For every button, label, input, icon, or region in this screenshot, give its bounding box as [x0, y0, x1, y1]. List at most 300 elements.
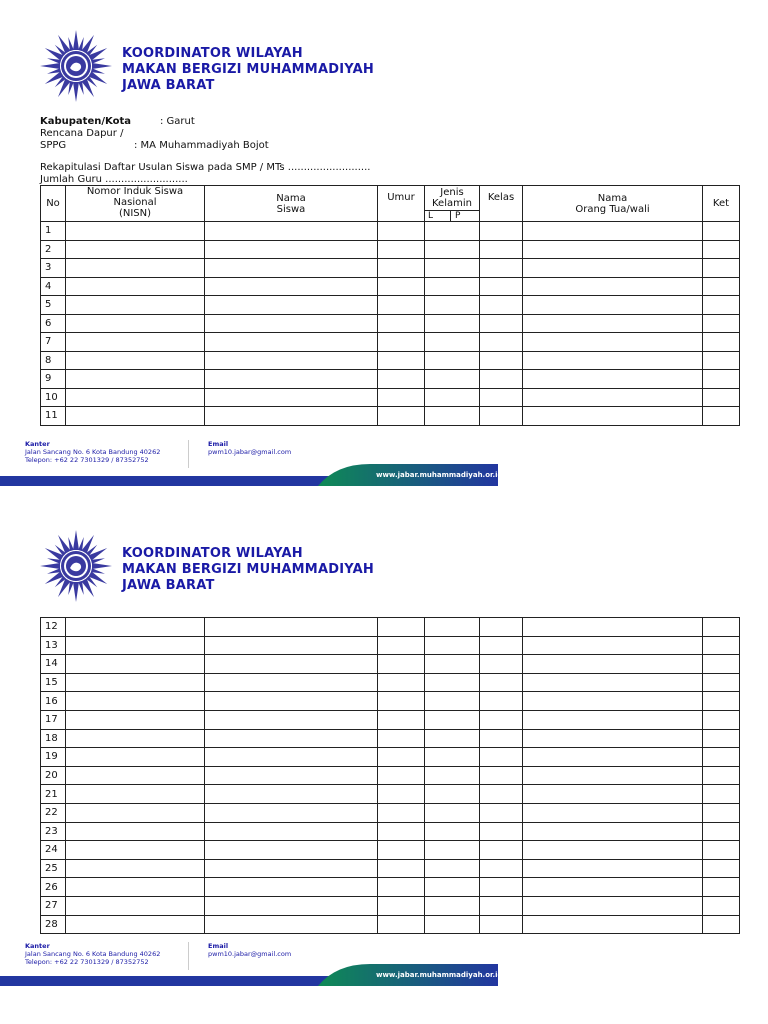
cell-no: 19: [41, 748, 66, 767]
header-nisn-line-3: (NISN): [118, 208, 152, 219]
cell-ket[interactable]: [703, 655, 740, 674]
cell-jenis-kelamin[interactable]: [425, 803, 480, 822]
cell-ket[interactable]: [703, 259, 740, 278]
footer-email[interactable]: pwm10.jabar@gmail.com: [208, 448, 292, 456]
cell-kelas[interactable]: [480, 388, 523, 407]
cell-nisn[interactable]: [66, 729, 205, 748]
table-row: [41, 388, 740, 407]
cell-ket[interactable]: [703, 878, 740, 897]
cell-ket[interactable]: [703, 618, 740, 637]
cell-jenis-kelamin[interactable]: [425, 296, 480, 315]
table-row: [41, 240, 740, 259]
cell-no: 14: [41, 655, 66, 674]
cell-nama-ortu[interactable]: [523, 859, 703, 878]
header-ortu-line-2: Orang Tua/wali: [575, 203, 650, 215]
cell-kelas[interactable]: [480, 766, 523, 785]
cell-nama-ortu[interactable]: [523, 655, 703, 674]
cell-jenis-kelamin[interactable]: [425, 314, 480, 333]
cell-no: 25: [41, 859, 66, 878]
table-row: [41, 859, 740, 878]
cell-kelas[interactable]: [480, 277, 523, 296]
footer-email-label: Email: [208, 440, 229, 448]
cell-jenis-kelamin[interactable]: [425, 636, 480, 655]
cell-nama-siswa[interactable]: [205, 333, 378, 352]
cell-nama-siswa[interactable]: [205, 710, 378, 729]
cell-nisn[interactable]: [66, 407, 205, 426]
cell-jenis-kelamin[interactable]: [425, 388, 480, 407]
header-nama-siswa: [205, 186, 378, 222]
cell-kelas[interactable]: [480, 915, 523, 934]
cell-nama-ortu[interactable]: [523, 314, 703, 333]
cell-no: 23: [41, 822, 66, 841]
cell-umur[interactable]: [378, 240, 425, 259]
cell-no: 18: [41, 729, 66, 748]
cell-nama-ortu[interactable]: [523, 636, 703, 655]
cell-umur[interactable]: [378, 859, 425, 878]
kabupaten-label: Kabupaten/Kota: [40, 116, 131, 127]
cell-no: 2: [41, 240, 66, 259]
cell-kelas[interactable]: [480, 296, 523, 315]
cell-ket[interactable]: [703, 673, 740, 692]
header-ortu-line-1: Nama: [597, 192, 628, 204]
table-row: [41, 896, 740, 915]
cell-ket[interactable]: [703, 370, 740, 389]
cell-nama-siswa[interactable]: [205, 748, 378, 767]
cell-ket[interactable]: [703, 388, 740, 407]
cell-kelas[interactable]: [480, 859, 523, 878]
cell-nama-ortu[interactable]: [523, 370, 703, 389]
cell-nisn[interactable]: [66, 240, 205, 259]
cell-jenis-kelamin[interactable]: [425, 729, 480, 748]
cell-umur[interactable]: [378, 618, 425, 637]
cell-umur[interactable]: [378, 915, 425, 934]
cell-no: 1: [41, 222, 66, 241]
cell-ket[interactable]: [703, 314, 740, 333]
cell-ket[interactable]: [703, 333, 740, 352]
cell-no: 16: [41, 692, 66, 711]
cell-kelas[interactable]: [480, 655, 523, 674]
cell-ket[interactable]: [703, 407, 740, 426]
cell-jenis-kelamin[interactable]: [425, 766, 480, 785]
cell-nisn[interactable]: [66, 277, 205, 296]
cell-nisn[interactable]: [66, 655, 205, 674]
footer-email-block: [208, 440, 291, 456]
cell-ket[interactable]: [703, 841, 740, 860]
cell-ket[interactable]: [703, 240, 740, 259]
table-row: [41, 407, 740, 426]
cell-jenis-kelamin[interactable]: [425, 240, 480, 259]
table-row: [41, 259, 740, 278]
table-row: [41, 878, 740, 897]
cell-kelas[interactable]: [480, 314, 523, 333]
cell-kelas[interactable]: [480, 785, 523, 804]
cell-jenis-kelamin[interactable]: [425, 370, 480, 389]
cell-no: 11: [41, 407, 66, 426]
cell-umur[interactable]: [378, 314, 425, 333]
cell-umur[interactable]: [378, 673, 425, 692]
cell-nisn[interactable]: [66, 896, 205, 915]
cell-umur[interactable]: [378, 388, 425, 407]
cell-jenis-kelamin[interactable]: [425, 915, 480, 934]
cell-no: 28: [41, 915, 66, 934]
cell-nisn[interactable]: [66, 766, 205, 785]
cell-no: 8: [41, 351, 66, 370]
cell-nisn[interactable]: [66, 636, 205, 655]
student-table-page-1: [40, 185, 740, 426]
table-row: [41, 351, 740, 370]
cell-nama-ortu[interactable]: [523, 240, 703, 259]
cell-kelas[interactable]: [480, 351, 523, 370]
cell-ket[interactable]: [703, 351, 740, 370]
table-row: [41, 915, 740, 934]
table-row: [41, 277, 740, 296]
cell-no: 7: [41, 333, 66, 352]
cell-jenis-kelamin[interactable]: [425, 618, 480, 637]
cell-kelas[interactable]: [480, 259, 523, 278]
table-header-row: [41, 186, 740, 222]
cell-kelas[interactable]: [480, 710, 523, 729]
footer-kantor-label: Kanter: [25, 942, 50, 950]
cell-nisn[interactable]: [66, 673, 205, 692]
cell-nama-ortu[interactable]: [523, 785, 703, 804]
header-jk-line-2: Kelamin: [432, 198, 472, 209]
cell-no: 9: [41, 370, 66, 389]
header-no: No: [41, 186, 66, 222]
cell-no: 10: [41, 388, 66, 407]
page-2: [0, 500, 768, 1024]
cell-ket[interactable]: [703, 766, 740, 785]
cell-nisn[interactable]: [66, 259, 205, 278]
cell-kelas[interactable]: [480, 896, 523, 915]
muhammadiyah-sun-logo-icon: [38, 528, 114, 604]
table-row: [41, 692, 740, 711]
kabupaten-value: : Garut: [160, 116, 195, 127]
footer-email[interactable]: pwm10.jabar@gmail.com: [208, 950, 292, 958]
table-row: [41, 314, 740, 333]
footer-address-line: Jalan Sancang No. 6 Kota Bandung 40262: [25, 950, 161, 958]
cell-nama-ortu[interactable]: [523, 618, 703, 637]
cell-nama-siswa[interactable]: [205, 222, 378, 241]
table-row: [41, 222, 740, 241]
footer-kantor-label: Kanter: [25, 440, 50, 448]
guru-line: Jumlah Guru ..........................: [40, 174, 188, 185]
cell-nama-ortu[interactable]: [523, 841, 703, 860]
cell-nama-siswa[interactable]: [205, 915, 378, 934]
cell-jenis-kelamin[interactable]: [425, 822, 480, 841]
cell-nama-siswa[interactable]: [205, 370, 378, 389]
cell-jenis-kelamin[interactable]: [425, 673, 480, 692]
org-line-3: JAWA BARAT: [122, 578, 215, 593]
cell-nama-siswa[interactable]: [205, 314, 378, 333]
cell-nama-siswa[interactable]: [205, 259, 378, 278]
cell-nama-ortu[interactable]: [523, 277, 703, 296]
cell-jenis-kelamin[interactable]: [425, 407, 480, 426]
cell-kelas[interactable]: [480, 729, 523, 748]
cell-nama-siswa[interactable]: [205, 878, 378, 897]
cell-nama-ortu[interactable]: [523, 748, 703, 767]
cell-no: 13: [41, 636, 66, 655]
cell-nama-siswa[interactable]: [205, 618, 378, 637]
cell-nama-siswa[interactable]: [205, 841, 378, 860]
cell-kelas[interactable]: [480, 748, 523, 767]
cell-nisn[interactable]: [66, 841, 205, 860]
cell-jenis-kelamin[interactable]: [425, 748, 480, 767]
cell-nisn[interactable]: [66, 618, 205, 637]
cell-jenis-kelamin[interactable]: [425, 351, 480, 370]
table-row: [41, 766, 740, 785]
cell-no: 15: [41, 673, 66, 692]
table-row: [41, 822, 740, 841]
cell-nisn[interactable]: [66, 333, 205, 352]
cell-nisn[interactable]: [66, 803, 205, 822]
footer-address-line: Jalan Sancang No. 6 Kota Bandung 40262: [25, 448, 161, 456]
cell-kelas[interactable]: [480, 618, 523, 637]
cell-nama-ortu[interactable]: [523, 407, 703, 426]
cell-nisn[interactable]: [66, 859, 205, 878]
cell-jenis-kelamin[interactable]: [425, 259, 480, 278]
cell-nama-ortu[interactable]: [523, 896, 703, 915]
cell-jenis-kelamin[interactable]: [425, 692, 480, 711]
cell-no: 27: [41, 896, 66, 915]
header-ket: Ket: [703, 186, 740, 222]
cell-nama-ortu[interactable]: [523, 692, 703, 711]
cell-umur[interactable]: [378, 803, 425, 822]
cell-nisn[interactable]: [66, 785, 205, 804]
org-title: [122, 46, 374, 94]
cell-kelas[interactable]: [480, 222, 523, 241]
cell-nisn[interactable]: [66, 748, 205, 767]
cell-nama-ortu[interactable]: [523, 333, 703, 352]
table-row: [41, 785, 740, 804]
cell-kelas[interactable]: [480, 407, 523, 426]
cell-nisn[interactable]: [66, 878, 205, 897]
table-row: [41, 636, 740, 655]
cell-jenis-kelamin[interactable]: [425, 841, 480, 860]
cell-nama-siswa[interactable]: [205, 785, 378, 804]
header-nama-line-1: Nama: [276, 192, 306, 204]
cell-nisn[interactable]: [66, 351, 205, 370]
header-nisn: [66, 186, 205, 222]
cell-kelas[interactable]: [480, 841, 523, 860]
cell-nama-siswa[interactable]: [205, 729, 378, 748]
cell-nama-siswa[interactable]: [205, 803, 378, 822]
cell-umur[interactable]: [378, 296, 425, 315]
cell-umur[interactable]: [378, 370, 425, 389]
table-row: [41, 333, 740, 352]
cell-nisn[interactable]: [66, 388, 205, 407]
cell-umur[interactable]: [378, 766, 425, 785]
cell-nama-ortu[interactable]: [523, 388, 703, 407]
cell-nama-siswa[interactable]: [205, 859, 378, 878]
cell-umur[interactable]: [378, 407, 425, 426]
cell-nama-siswa[interactable]: [205, 692, 378, 711]
footer-website[interactable]: www.jabar.muhammadiyah.or.id: [376, 971, 503, 979]
org-title: [122, 546, 374, 594]
cell-kelas[interactable]: [480, 673, 523, 692]
cell-nisn[interactable]: [66, 692, 205, 711]
cell-jenis-kelamin[interactable]: [425, 222, 480, 241]
cell-nama-siswa[interactable]: [205, 655, 378, 674]
cell-ket[interactable]: [703, 915, 740, 934]
cell-kelas[interactable]: [480, 692, 523, 711]
cell-kelas[interactable]: [480, 636, 523, 655]
table-row: [41, 673, 740, 692]
table-row: [41, 370, 740, 389]
header-jk-line-1: Jenis: [440, 187, 464, 198]
cell-nama-ortu[interactable]: [523, 351, 703, 370]
cell-kelas[interactable]: [480, 240, 523, 259]
cell-umur[interactable]: [378, 822, 425, 841]
cell-ket[interactable]: [703, 710, 740, 729]
cell-no: 17: [41, 710, 66, 729]
table-row: [41, 710, 740, 729]
cell-nisn[interactable]: [66, 822, 205, 841]
cell-no: 6: [41, 314, 66, 333]
cell-jenis-kelamin[interactable]: [425, 878, 480, 897]
cell-nama-siswa[interactable]: [205, 277, 378, 296]
cell-ket[interactable]: [703, 636, 740, 655]
cell-nisn[interactable]: [66, 915, 205, 934]
muhammadiyah-sun-logo-icon: [38, 28, 114, 104]
footer-email-block: [208, 942, 291, 958]
cell-umur[interactable]: [378, 729, 425, 748]
cell-nama-ortu[interactable]: [523, 915, 703, 934]
cell-nama-siswa[interactable]: [205, 822, 378, 841]
cell-jenis-kelamin[interactable]: [425, 710, 480, 729]
cell-nama-siswa[interactable]: [205, 636, 378, 655]
table-row: [41, 618, 740, 637]
cell-ket[interactable]: [703, 803, 740, 822]
cell-nisn[interactable]: [66, 222, 205, 241]
cell-umur[interactable]: [378, 277, 425, 296]
cell-nama-siswa[interactable]: [205, 766, 378, 785]
cell-nama-ortu[interactable]: [523, 822, 703, 841]
cell-no: 12: [41, 618, 66, 637]
cell-nama-ortu[interactable]: [523, 296, 703, 315]
cell-umur[interactable]: [378, 710, 425, 729]
header-kelas: Kelas: [480, 186, 523, 222]
dapur-value: : MA Muhammadiyah Bojot: [134, 140, 269, 151]
footer-phone: Telepon: +62 22 7301329 / 87352752: [25, 958, 149, 966]
org-line-3: JAWA BARAT: [122, 78, 215, 93]
cell-ket[interactable]: [703, 296, 740, 315]
cell-ket[interactable]: [703, 785, 740, 804]
header-nama-ortu: [523, 186, 703, 222]
cell-umur[interactable]: [378, 655, 425, 674]
cell-nama-ortu[interactable]: [523, 259, 703, 278]
cell-no: 21: [41, 785, 66, 804]
header-nisn-line-2: Nasional: [113, 197, 157, 208]
cell-kelas[interactable]: [480, 878, 523, 897]
cell-ket[interactable]: [703, 222, 740, 241]
cell-nama-ortu[interactable]: [523, 222, 703, 241]
cell-kelas[interactable]: [480, 803, 523, 822]
cell-nisn[interactable]: [66, 296, 205, 315]
cell-no: 5: [41, 296, 66, 315]
table-row: [41, 729, 740, 748]
cell-ket[interactable]: [703, 859, 740, 878]
cell-jenis-kelamin[interactable]: [425, 655, 480, 674]
cell-umur[interactable]: [378, 333, 425, 352]
table-row: [41, 748, 740, 767]
cell-umur[interactable]: [378, 692, 425, 711]
cell-jenis-kelamin[interactable]: [425, 277, 480, 296]
footer-email-label: Email: [208, 942, 229, 950]
cell-kelas[interactable]: [480, 822, 523, 841]
cell-jenis-kelamin[interactable]: [425, 785, 480, 804]
cell-no: 3: [41, 259, 66, 278]
table-row: [41, 655, 740, 674]
dapur-label: Rencana Dapur / SPPG: [40, 128, 124, 151]
cell-nama-siswa[interactable]: [205, 896, 378, 915]
header-jk-l: L: [428, 211, 434, 221]
cell-no: 4: [41, 277, 66, 296]
cell-nama-siswa[interactable]: [205, 296, 378, 315]
cell-umur[interactable]: [378, 748, 425, 767]
cell-umur[interactable]: [378, 351, 425, 370]
cell-umur[interactable]: [378, 878, 425, 897]
cell-nama-ortu[interactable]: [523, 710, 703, 729]
header-jenis-kelamin: [425, 186, 480, 222]
cell-nama-ortu[interactable]: [523, 803, 703, 822]
cell-jenis-kelamin[interactable]: [425, 859, 480, 878]
cell-nama-ortu[interactable]: [523, 766, 703, 785]
header-umur: Umur: [378, 186, 425, 222]
cell-ket[interactable]: [703, 692, 740, 711]
cell-nisn[interactable]: [66, 314, 205, 333]
org-line-2: MAKAN BERGIZI MUHAMMADIYAH: [122, 562, 374, 577]
cell-nama-ortu[interactable]: [523, 729, 703, 748]
cell-kelas[interactable]: [480, 333, 523, 352]
cell-nama-siswa[interactable]: [205, 407, 378, 426]
page-1: [0, 0, 768, 500]
table-row: [41, 841, 740, 860]
header-nama-line-2: Siswa: [276, 203, 306, 215]
cell-umur[interactable]: [378, 896, 425, 915]
cell-nisn[interactable]: [66, 370, 205, 389]
org-line-2: MAKAN BERGIZI MUHAMMADIYAH: [122, 62, 374, 77]
cell-ket[interactable]: [703, 277, 740, 296]
cell-ket[interactable]: [703, 822, 740, 841]
cell-umur[interactable]: [378, 222, 425, 241]
form-meta: [40, 116, 370, 186]
cell-umur[interactable]: [378, 636, 425, 655]
student-table-page-2: [40, 617, 740, 934]
cell-nama-siswa[interactable]: [205, 240, 378, 259]
cell-nama-siswa[interactable]: [205, 351, 378, 370]
cell-umur[interactable]: [378, 259, 425, 278]
cell-jenis-kelamin[interactable]: [425, 896, 480, 915]
header-nisn-line-1: Nomor Induk Siswa: [86, 186, 184, 197]
cell-nama-ortu[interactable]: [523, 878, 703, 897]
cell-jenis-kelamin[interactable]: [425, 333, 480, 352]
cell-ket[interactable]: [703, 896, 740, 915]
cell-umur[interactable]: [378, 785, 425, 804]
cell-nama-siswa[interactable]: [205, 388, 378, 407]
rekap-line: Rekapitulasi Daftar Usulan Siswa pada SMP / MTs ..........................: [40, 162, 371, 173]
cell-ket[interactable]: [703, 729, 740, 748]
cell-no: 24: [41, 841, 66, 860]
cell-nisn[interactable]: [66, 710, 205, 729]
table-row: [41, 296, 740, 315]
footer-phone: Telepon: +62 22 7301329 / 87352752: [25, 456, 149, 464]
cell-nama-siswa[interactable]: [205, 673, 378, 692]
footer-website[interactable]: www.jabar.muhammadiyah.or.id: [376, 471, 503, 479]
cell-umur[interactable]: [378, 841, 425, 860]
cell-kelas[interactable]: [480, 370, 523, 389]
cell-nama-ortu[interactable]: [523, 673, 703, 692]
cell-ket[interactable]: [703, 748, 740, 767]
